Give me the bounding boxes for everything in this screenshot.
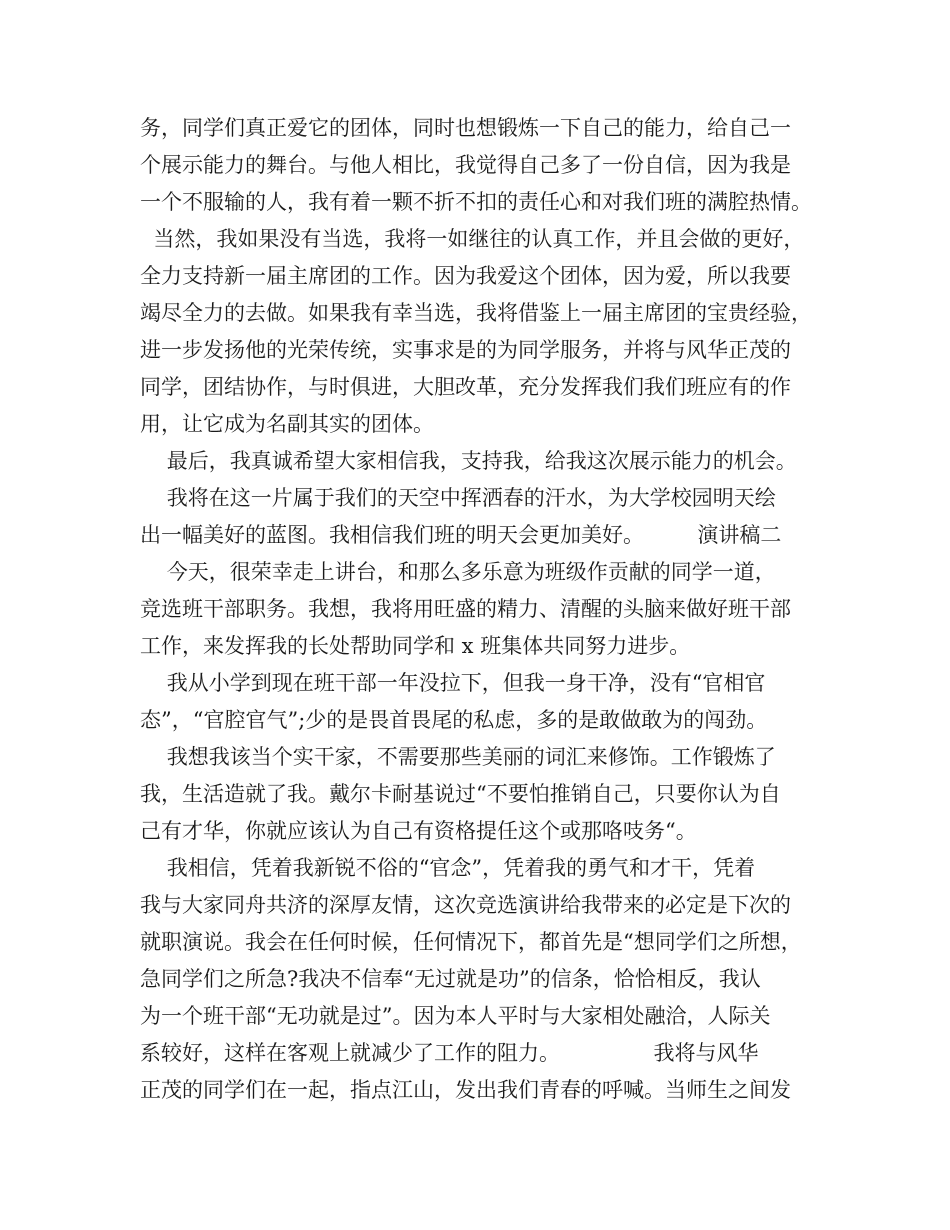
text-line: 一个不服输的人，我有着一颗不折不扣的责任心和对我们班的满腔热情。 — [140, 190, 812, 214]
text-line: 今天，很荣幸走上讲台，和那么多乐意为班级作贡献的同学一道， — [140, 560, 776, 584]
text-line: 当然，我如果没有当选，我将一如继往的认真工作，并且会做的更好， — [140, 227, 805, 251]
text-line: 同学，团结协作，与时俱进，大胆改革，充分发挥我们我们班应有的作 — [140, 375, 791, 399]
text-line: 我将在这一片属于我们的天空中挥洒春的汗水，为大学校园明天绘 — [140, 486, 776, 510]
text-line: 出一幅美好的蓝图。我相信我们班的明天会更加美好。 演讲稿二 — [140, 523, 782, 547]
text-line: 我与大家同舟共济的深厚友情，这次竞选演讲给我带来的必定是下次的 — [140, 893, 791, 917]
text-line: 用，让它成为名副其实的团体。 — [140, 412, 434, 436]
text-line: 进一步发扬他的光荣传统，实事求是的为同学服务，并将与风华正茂的 — [140, 338, 791, 362]
text-line: 我，生活造就了我。戴尔卡耐基说过“不要怕推销自己，只要你认为自 — [140, 782, 781, 806]
text-line: 系较好，这样在客观上就减少了工作的阻力。 我将与风华 — [140, 1041, 759, 1065]
text-line: 就职演说。我会在任何时候，任何情况下，都首先是“想同学们之所想， — [140, 930, 802, 954]
text-line: 务，同学们真正爱它的团体，同时也想锻炼一下自己的能力，给自己一 — [140, 116, 791, 140]
text-line: 全力支持新一届主席团的工作。因为我爱这个团体，因为爱，所以我要 — [140, 264, 791, 288]
text-line: 竞选班干部职务。我想，我将用旺盛的精力、清醒的头脑来做好班干部 — [140, 597, 791, 621]
text-line: 正茂的同学们在一起，指点江山，发出我们青春的呼喊。当师生之间发 — [140, 1078, 791, 1102]
text-line: 个展示能力的舞台。与他人相比，我觉得自己多了一份自信，因为我是 — [140, 153, 791, 177]
text-line: 最后，我真诚希望大家相信我，支持我，给我这次展示能力的机会。 — [140, 449, 797, 473]
document-body — [140, 110, 830, 1109]
text-line: 己有才华，你就应该认为自己有资格提任这个或那咯吱务“。 — [140, 819, 697, 843]
text-line: 竭尽全力的去做。如果我有幸当选，我将借鉴上一届主席团的宝贵经验， — [140, 301, 812, 325]
text-line: 为一个班干部“无功就是过”。因为本人平时与大家相处融洽，人际关 — [140, 1004, 771, 1028]
text-line: 我想我该当个实干家，不需要那些美丽的词汇来修饰。工作锻炼了 — [140, 745, 776, 769]
text-line: 急同学们之所急?我决不信奉“无过就是功”的信条，恰恰相反，我认 — [140, 967, 761, 991]
text-line: 我从小学到现在班干部一年没拉下，但我一身干净，没有“官相官 — [140, 671, 766, 695]
text-line: 我相信，凭着我新锐不俗的“官念”，凭着我的勇气和才干，凭着 — [140, 856, 756, 880]
text-line: 态”，“官腔官气”;少的是畏首畏尾的私虑，多的是敢做敢为的闯劲。 — [140, 708, 768, 732]
text-line: 工作，来发挥我的长处帮助同学和 x 班集体共同努力进步。 — [140, 634, 691, 658]
